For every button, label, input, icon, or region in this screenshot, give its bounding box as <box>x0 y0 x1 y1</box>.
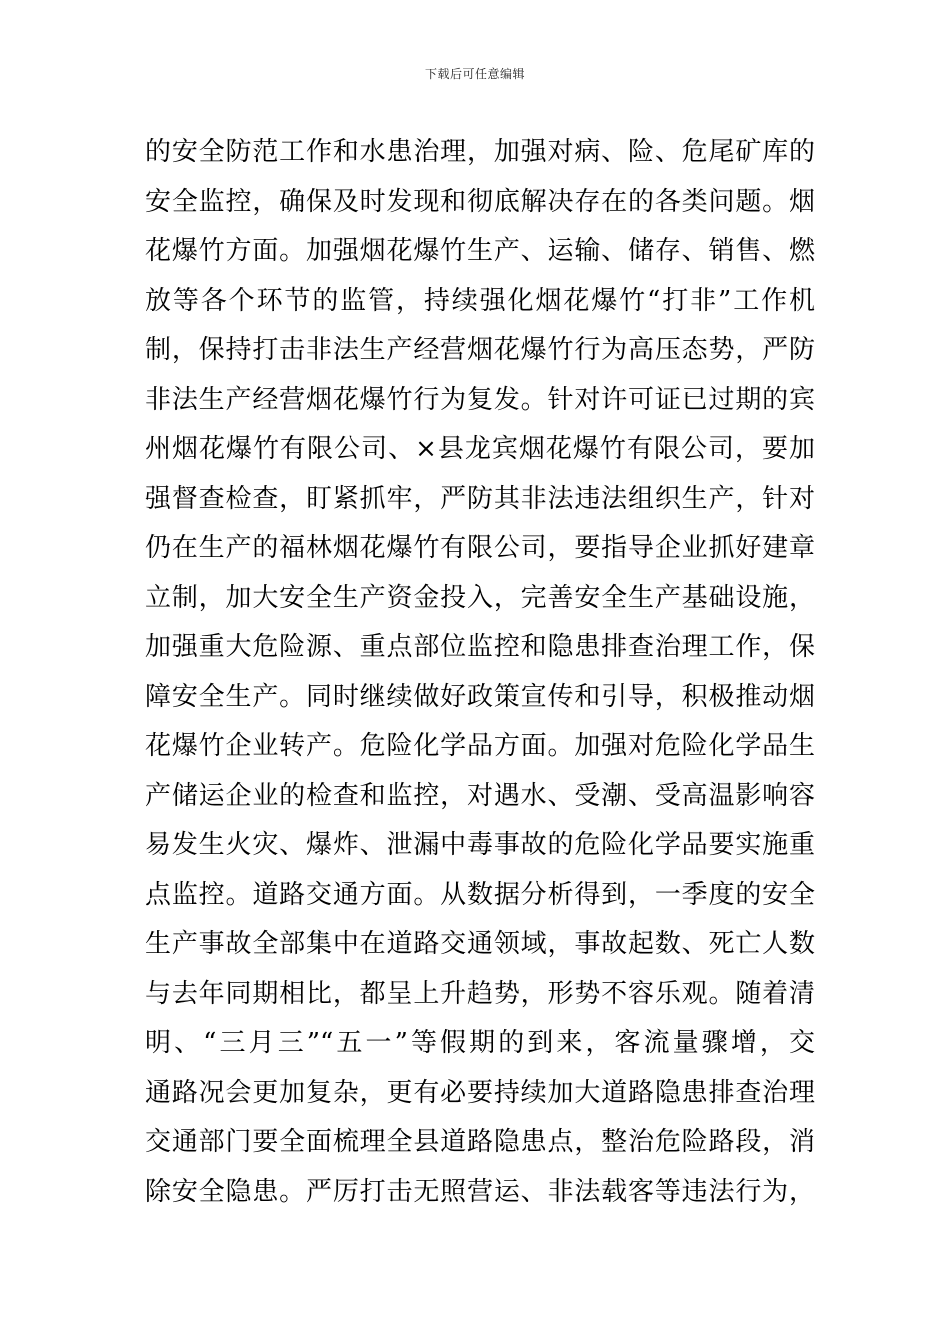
text-line: 花爆竹方面。加强烟花爆竹生产、运输、储存、销售、燃 <box>145 236 815 266</box>
text-line: 强督查检查，盯紧抓牢，严防其非法违法组织生产，针对 <box>145 483 815 514</box>
body-text <box>145 128 815 1217</box>
text-line: 非法生产经营烟花爆竹行为复发。针对许可证已过期的宾 <box>145 384 815 415</box>
text-line: 安全监控，确保及时发现和彻底解决存在的各类问题。烟 <box>145 186 815 217</box>
text-line: 加强重大危险源、重点部位监控和隐患排查治理工作，保 <box>145 632 815 662</box>
text-line: 产储运企业的检查和监控，对遇水、受潮、受高温影响容 <box>145 780 815 811</box>
text-line: 立制，加大安全生产资金投入，完善安全生产基础设施， <box>145 582 815 613</box>
text-line: 制，保持打击非法生产经营烟花爆竹行为高压态势，严防 <box>145 335 815 365</box>
text-line: 交通部门要全面梳理全县道路隐患点，整治危险路段，消 <box>145 1127 815 1157</box>
text-line: 的安全防范工作和水患治理，加强对病、险、危尾矿库的 <box>145 137 815 167</box>
text-line: 点监控。道路交通方面。从数据分析得到，一季度的安全 <box>145 879 815 910</box>
text-line: 通路况会更加复杂，更有必要持续加大道路隐患排查治理 <box>145 1077 815 1108</box>
page-header: 下载后可任意编辑 <box>424 67 525 81</box>
text-line: 障安全生产。同时继续做好政策宣传和引导，积极推动烟 <box>145 681 815 712</box>
text-line: 除安全隐患。严厉打击无照营运、非法载客等违法行为， <box>145 1176 815 1207</box>
text-line: 仍在生产的福林烟花爆竹有限公司，要指导企业抓好建章 <box>145 533 815 563</box>
text-line: 生产事故全部集中在道路交通领域，事故起数、死亡人数 <box>145 929 815 959</box>
text-line: 花爆竹企业转产。危险化学品方面。加强对危险化学品生 <box>145 731 815 761</box>
text-line: 放等各个环节的监管，持续强化烟花爆竹“打非”工作机 <box>145 285 815 316</box>
text-line: 州烟花爆竹有限公司、×县龙宾烟花爆竹有限公司，要加 <box>145 434 815 464</box>
text-line: 与去年同期相比，都呈上升趋势，形势不容乐观。随着清 <box>145 978 815 1009</box>
text-line: 明、“三月三”“五一”等假期的到来，客流量骤增，交 <box>145 1028 815 1058</box>
text-line: 易发生火灾、爆炸、泄漏中毒事故的危险化学品要实施重 <box>145 830 815 860</box>
